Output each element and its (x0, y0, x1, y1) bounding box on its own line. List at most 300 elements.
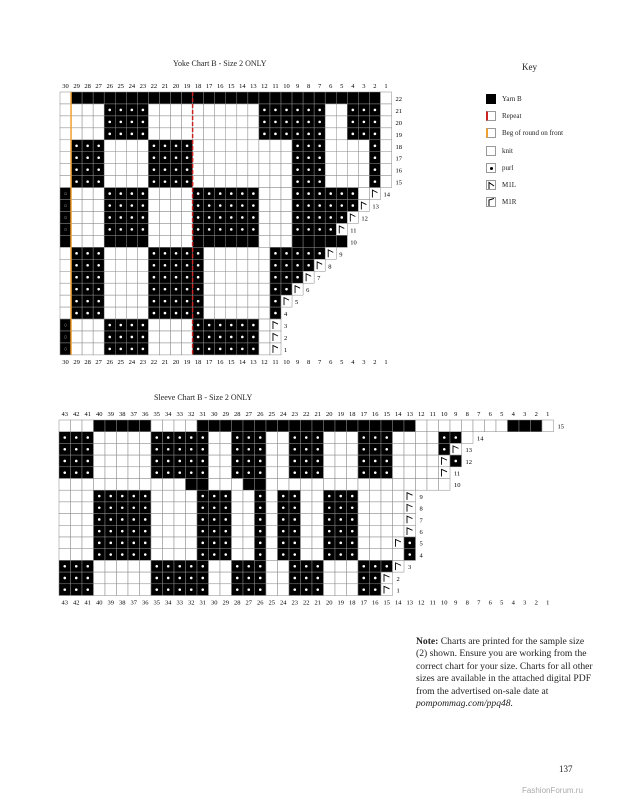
sleeve-cell (232, 537, 244, 549)
sleeve-cell (347, 443, 359, 455)
purl-dot (213, 495, 216, 498)
purl-dot (190, 565, 193, 568)
yoke-row-number: 19 (395, 131, 402, 139)
sleeve-cell (209, 467, 221, 479)
sleeve-cell (289, 420, 301, 432)
key-label: purl (502, 164, 514, 172)
purl-dot (293, 588, 296, 591)
sleeve-cell (128, 420, 140, 432)
purl-dot (155, 436, 158, 439)
purl-dot (259, 518, 262, 521)
sleeve-cell (105, 584, 117, 596)
sleeve-col-number-bottom: 7 (477, 599, 481, 607)
sleeve-cell (186, 514, 198, 526)
purl-dot (385, 565, 388, 568)
sleeve-cell (209, 420, 221, 432)
sleeve-cell (335, 560, 347, 572)
purl-dot (316, 448, 319, 451)
purl-dot (75, 436, 78, 439)
sleeve-cell (278, 560, 290, 572)
sleeve-col-number-bottom: 26 (257, 599, 264, 607)
sleeve-col-number-bottom: 3 (523, 599, 527, 607)
sleeve-cell (347, 572, 359, 584)
sleeve-cell (174, 490, 186, 502)
purl-dot (236, 565, 239, 568)
sleeve-cell (335, 584, 347, 596)
sleeve-cell (163, 549, 175, 561)
yoke-col-number-top: 18 (194, 83, 202, 90)
sleeve-col-number-top: 33 (176, 411, 183, 418)
page-number: 137 (559, 764, 573, 774)
sleeve-cell (59, 514, 71, 526)
sleeve-cell (128, 432, 140, 444)
sleeve-cell (266, 490, 278, 502)
sleeve-cell (324, 420, 336, 432)
sleeve-cell (381, 420, 393, 432)
sleeve-cell (174, 537, 186, 549)
sleeve-cell (220, 443, 232, 455)
sleeve-cell (347, 420, 359, 432)
purl-dot (109, 518, 112, 521)
sleeve-cell (71, 549, 83, 561)
purl-dot (201, 518, 204, 521)
yoke-col-number-bottom: 30 (62, 358, 69, 366)
sleeve-col-number-bottom: 23 (291, 599, 298, 607)
sleeve-cell (278, 479, 290, 491)
purl-dot (236, 588, 239, 591)
yoke-row-number: 3 (284, 323, 288, 330)
sleeve-col-number-top: 7 (477, 411, 481, 418)
yoke-col-number-top: 9 (295, 83, 300, 90)
sleeve-cell (255, 420, 267, 432)
purl-dot (167, 565, 170, 568)
sleeve-col-number-top: 30 (211, 411, 218, 418)
sleeve-cell (220, 572, 232, 584)
purl-dot (374, 565, 377, 568)
yoke-col-number-bottom: 10 (283, 358, 290, 366)
note-link[interactable]: pompommag.com/ppq48. (416, 698, 513, 710)
sleeve-col-number-bottom: 5 (500, 599, 504, 607)
sleeve-col-number-top: 10 (441, 411, 448, 418)
sleeve-cell (140, 479, 152, 491)
sleeve-col-number-bottom: 9 (454, 599, 458, 607)
sleeve-cell (324, 584, 336, 596)
sleeve-cell (140, 443, 152, 455)
key-label: Beg of round on front (502, 129, 564, 137)
purl-dot (224, 495, 227, 498)
sleeve-cell (71, 537, 83, 549)
purl-dot (374, 436, 377, 439)
purl-dot (86, 460, 89, 463)
sleeve-cell (347, 467, 359, 479)
sleeve-col-number-top: 1 (546, 411, 550, 418)
sleeve-col-number-top: 19 (337, 411, 344, 418)
purl-dot (75, 588, 78, 591)
purl-dot (351, 518, 354, 521)
purl-dot (178, 577, 181, 580)
sleeve-cell (128, 584, 140, 596)
sleeve-cell (59, 537, 71, 549)
sleeve-row-number: 3 (408, 564, 412, 572)
purl-dot (362, 565, 365, 568)
sleeve-row-number: 4 (419, 552, 423, 560)
sleeve-cell (266, 443, 278, 455)
sleeve-cell (427, 455, 439, 467)
sleeve-cell (163, 420, 175, 432)
purl-dot (259, 577, 262, 580)
sleeve-cell (266, 560, 278, 572)
purl-dot (282, 530, 285, 533)
sleeve-cell (404, 490, 416, 502)
sleeve-cell (496, 420, 508, 432)
sleeve-col-number-bottom: 43 (61, 599, 68, 607)
purl-dot (316, 577, 319, 580)
sleeve-cell (174, 549, 186, 561)
sleeve-cell (59, 525, 71, 537)
purl-dot (144, 542, 147, 545)
sleeve-col-number-bottom: 33 (176, 599, 183, 607)
sleeve-col-number-bottom: 20 (326, 599, 333, 607)
sleeve-cell (243, 479, 255, 491)
sleeve-cell (358, 490, 370, 502)
purl-dot (178, 448, 181, 451)
sleeve-cell (220, 584, 232, 596)
sleeve-cell (519, 420, 531, 432)
sleeve-cell (278, 443, 290, 455)
sleeve-cell (404, 514, 416, 526)
purl-dot (385, 436, 388, 439)
purl-dot (385, 448, 388, 451)
purl-dot (98, 553, 101, 556)
yoke-col-number-top: 2 (373, 83, 377, 90)
yoke-row-number: 2 (284, 334, 288, 342)
sleeve-cell (278, 584, 290, 596)
sleeve-cell (358, 502, 370, 514)
sleeve-cell (393, 549, 405, 561)
sleeve-cell (94, 443, 106, 455)
chart-note (416, 636, 594, 710)
sleeve-cell (404, 455, 416, 467)
sleeve-cell (105, 467, 117, 479)
sleeve-row-number: 9 (419, 493, 423, 501)
sleeve-cell (370, 549, 382, 561)
sleeve-col-number-top: 5 (500, 411, 504, 418)
sleeve-col-number-top: 41 (84, 411, 91, 418)
sleeve-cell (163, 490, 175, 502)
sleeve-cell (347, 479, 359, 491)
sleeve-cell (163, 514, 175, 526)
sleeve-cell (243, 549, 255, 561)
sleeve-cell (82, 525, 94, 537)
sleeve-cell (381, 549, 393, 561)
sleeve-cell (312, 490, 324, 502)
purl-dot (121, 518, 124, 521)
sleeve-cell (220, 479, 232, 491)
sleeve-col-number-top: 40 (96, 411, 103, 418)
purl-dot (63, 436, 66, 439)
sleeve-cell (450, 443, 462, 455)
purl-dot (351, 542, 354, 545)
purl-dot (362, 588, 365, 591)
purl-dot (362, 460, 365, 463)
sleeve-cell (151, 420, 163, 432)
sleeve-cell (370, 502, 382, 514)
sleeve-cell (220, 455, 232, 467)
purl-dot (190, 460, 193, 463)
sleeve-col-number-top: 17 (360, 411, 367, 418)
purl-dot (132, 495, 135, 498)
sleeve-cell (71, 490, 83, 502)
sleeve-cell (197, 479, 209, 491)
sleeve-cell (105, 432, 117, 444)
purl-dot (121, 506, 124, 509)
sleeve-cell (312, 514, 324, 526)
sleeve-cell (358, 479, 370, 491)
purl-dot (201, 553, 204, 556)
sleeve-cell (266, 572, 278, 584)
purl-dot (282, 518, 285, 521)
sleeve-cell (358, 514, 370, 526)
sleeve-col-number-bottom: 30 (211, 599, 218, 607)
sleeve-col-number-bottom: 8 (465, 599, 469, 607)
sleeve-row-number: 8 (419, 505, 423, 513)
purl-dot (351, 506, 354, 509)
sleeve-cell (393, 502, 405, 514)
sleeve-cell (82, 420, 94, 432)
sleeve-cell (186, 537, 198, 549)
yoke-col-number-bottom: 21 (161, 358, 169, 366)
sleeve-cell (347, 560, 359, 572)
yoke-col-number-top: 30 (62, 83, 69, 90)
sleeve-cell (232, 549, 244, 561)
sleeve-cell (209, 572, 221, 584)
sleeve-col-number-top: 26 (257, 411, 264, 418)
purl-dot (224, 542, 227, 545)
purl-dot (190, 471, 193, 474)
sleeve-cell (324, 443, 336, 455)
sleeve-cell (209, 455, 221, 467)
purl-dot (109, 506, 112, 509)
purl-dot (178, 565, 181, 568)
sleeve-cell (94, 420, 106, 432)
sleeve-cell (381, 479, 393, 491)
purl-dot (213, 530, 216, 533)
sleeve-cell (94, 432, 106, 444)
sleeve-cell (393, 479, 405, 491)
sleeve-cell (232, 525, 244, 537)
purl-dot (374, 577, 377, 580)
sleeve-cell (289, 479, 301, 491)
sleeve-cell (427, 443, 439, 455)
sleeve-col-number-bottom: 2 (534, 599, 538, 607)
yoke-row-number: 5 (295, 299, 299, 307)
yoke-col-number-top: 21 (161, 83, 169, 90)
sleeve-cell (140, 420, 152, 432)
sleeve-row-number: 13 (465, 447, 472, 455)
sleeve-cell (278, 432, 290, 444)
purl-dot (374, 588, 377, 591)
purl-dot (190, 577, 193, 580)
sleeve-cell (151, 490, 163, 502)
purl-dot (259, 471, 262, 474)
key-title: Key (522, 62, 537, 72)
yoke-col-number-bottom: 3 (362, 358, 366, 366)
sleeve-cell (416, 467, 428, 479)
yoke-row-number: 21 (395, 107, 402, 115)
purl-dot (167, 460, 170, 463)
sleeve-cell (266, 584, 278, 596)
sleeve-cell (105, 443, 117, 455)
purl-dot (259, 460, 262, 463)
yoke-col-number-top: 7 (318, 83, 322, 90)
sleeve-col-number-bottom: 1 (546, 599, 550, 607)
purl-dot (98, 495, 101, 498)
sleeve-cell (301, 537, 313, 549)
purl-dot (247, 448, 250, 451)
purl-dot (86, 577, 89, 580)
sleeve-cell (404, 420, 416, 432)
sleeve-cell (151, 514, 163, 526)
purl-dot (178, 436, 181, 439)
sleeve-cell (186, 525, 198, 537)
yoke-row-number: 11 (350, 227, 357, 235)
sleeve-col-number-bottom: 11 (429, 599, 436, 607)
sleeve-cell (301, 420, 313, 432)
sleeve-cell (381, 490, 393, 502)
sleeve-col-number-top: 34 (165, 411, 172, 418)
sleeve-col-number-top: 6 (488, 411, 492, 418)
sleeve-col-number-top: 23 (291, 411, 298, 418)
sleeve-cell (163, 525, 175, 537)
purl-dot (144, 530, 147, 533)
yoke-row-number: 20 (395, 119, 402, 127)
purl-dot (293, 448, 296, 451)
purl-dot (86, 436, 89, 439)
purl-dot (132, 506, 135, 509)
sleeve-cell (82, 502, 94, 514)
purl-dot (305, 577, 308, 580)
yoke-row-number: 7 (317, 275, 321, 283)
sleeve-cell (243, 502, 255, 514)
yoke-col-number-top: 10 (283, 83, 290, 90)
purl-dot (224, 553, 227, 556)
sleeve-col-number-top: 3 (523, 411, 527, 418)
yoke-col-number-bottom: 26 (106, 358, 113, 366)
yoke-col-number-bottom: 24 (128, 358, 136, 366)
purl-dot (178, 588, 181, 591)
purl-dot (201, 588, 204, 591)
yoke-row-number: 1 (284, 346, 288, 354)
sleeve-cell (462, 432, 474, 444)
sleeve-cell (266, 549, 278, 561)
purl-dot (316, 565, 319, 568)
sleeve-cell (232, 420, 244, 432)
sleeve-col-number-bottom: 17 (360, 599, 367, 607)
yoke-col-number-bottom: 5 (340, 358, 344, 366)
sleeve-cell (358, 549, 370, 561)
sleeve-cell (381, 525, 393, 537)
sleeve-cell (312, 549, 324, 561)
sleeve-cell (393, 432, 405, 444)
purl-dot (224, 506, 227, 509)
sleeve-cell (117, 584, 129, 596)
purl-dot (362, 448, 365, 451)
purl-dot (293, 506, 296, 509)
sleeve-cell (312, 537, 324, 549)
yoke-col-number-bottom: 8 (307, 358, 311, 366)
purl-dot (385, 460, 388, 463)
purl-dot (351, 530, 354, 533)
purl-dot (155, 448, 158, 451)
key-label: M1R (502, 198, 517, 206)
sleeve-cell (82, 514, 94, 526)
purl-dot (328, 530, 331, 533)
sleeve-cell (71, 514, 83, 526)
yoke-col-number-top: 15 (228, 83, 235, 90)
purl-dot (339, 553, 342, 556)
purl-dot (339, 542, 342, 545)
sleeve-cell (243, 537, 255, 549)
purl-dot (293, 530, 296, 533)
purl-dot (178, 460, 181, 463)
sleeve-cell (301, 502, 313, 514)
sleeve-cell (381, 584, 393, 596)
purl-dot (167, 577, 170, 580)
purl-dot (155, 471, 158, 474)
purl-dot (259, 530, 262, 533)
sleeve-cell (128, 455, 140, 467)
sleeve-col-number-top: 13 (406, 411, 413, 418)
sleeve-col-number-bottom: 25 (268, 599, 275, 607)
sleeve-cell (105, 572, 117, 584)
sleeve-cell (174, 420, 186, 432)
yoke-col-number-top: 12 (261, 83, 268, 90)
yoke-row-number: 10 (350, 239, 357, 247)
sleeve-cell (427, 479, 439, 491)
sleeve-chart-title: Sleeve Chart B - Size 2 ONLY (154, 393, 253, 402)
sleeve-cell (485, 420, 497, 432)
sleeve-cell (404, 443, 416, 455)
key-label: Yarn B (502, 95, 522, 103)
sleeve-cell (117, 572, 129, 584)
purl-dot (63, 565, 66, 568)
purl-dot (339, 495, 342, 498)
yoke-col-number-bottom: 25 (117, 358, 125, 366)
sleeve-cell (312, 525, 324, 537)
sleeve-col-number-bottom: 10 (441, 599, 448, 607)
purl-dot (98, 530, 101, 533)
purl-dot (408, 542, 411, 545)
purl-dot (259, 506, 262, 509)
purl-dot (374, 471, 377, 474)
sleeve-cell (140, 584, 152, 596)
purl-dot (201, 495, 204, 498)
purl-dot (132, 553, 135, 556)
purl-dot (167, 471, 170, 474)
yoke-col-number-bottom: 1 (384, 358, 388, 366)
sleeve-cell (358, 420, 370, 432)
sleeve-cell (450, 420, 462, 432)
sleeve-cell (370, 490, 382, 502)
purl-dot (454, 460, 457, 463)
sleeve-col-number-top: 43 (61, 411, 68, 418)
sleeve-col-number-bottom: 35 (153, 599, 160, 607)
sleeve-cell (266, 420, 278, 432)
sleeve-cell (232, 514, 244, 526)
purl-dot (282, 506, 285, 509)
sleeve-col-number-bottom: 15 (383, 599, 390, 607)
sleeve-cell (370, 525, 382, 537)
